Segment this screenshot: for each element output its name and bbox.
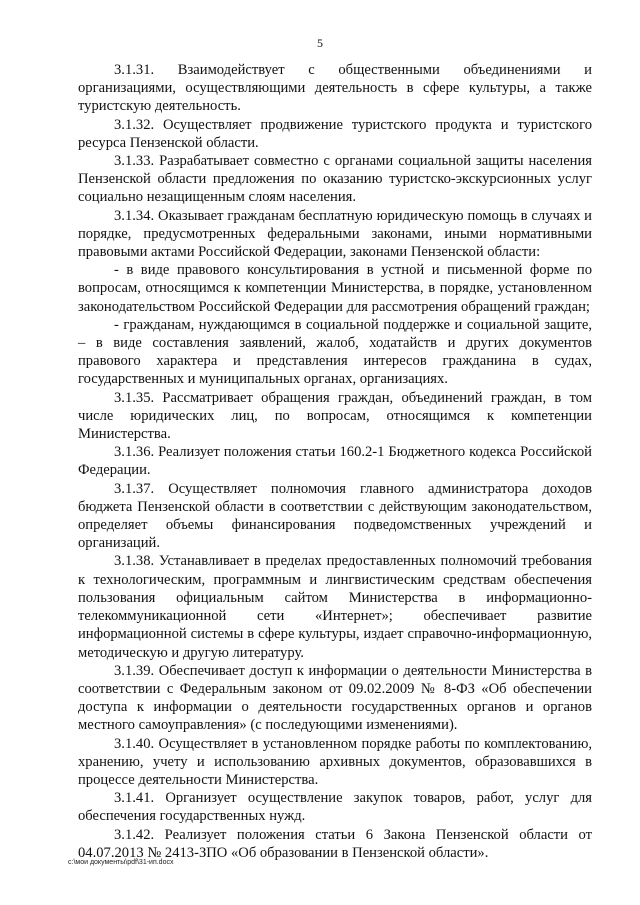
paragraph-social-support: - гражданам, нуждающимся в социальной поддержке и социальной защите, – в виде составления заявлений, жалоб, ходатайств и других документов правового характера и представления интересов гражданина в судах, государственных и муниципальных органах, организациях.: [78, 316, 592, 388]
paragraph-3-1-32: 3.1.32. Осуществляет продвижение туристского продукта и туристского ресурса Пензенской области.: [78, 116, 592, 151]
document-body: [78, 61, 592, 862]
paragraph-3-1-31: 3.1.31. Взаимодействует с общественными объединениями и организациями, осуществляющими деятельность в сфере культуры, а также туристскую деятельность.: [78, 62, 592, 115]
paragraph-3-1-36: 3.1.36. Реализует положения статьи 160.2-1 Бюджетного кодекса Российской Федерации.: [78, 444, 592, 479]
page-number: 5: [317, 36, 323, 50]
paragraph-3-1-42: 3.1.42. Реализует положения статьи 6 Закона Пензенской области от 04.07.2013 № 2413-ЗПО «Об образовании в Пензенской области».: [78, 826, 592, 861]
paragraph-3-1-39: 3.1.39. Обеспечивает доступ к информации о деятельности Министерства в соответствии с Федеральным законом от 09.02.2009 № 8-ФЗ «Об обеспечении доступа к информации о деятельности государственных органов и органов местного самоуправления» (с последующими изменениями).: [78, 662, 592, 734]
paragraph-legal-consulting: - в виде правового консультирования в устной и письменной форме по вопросам, относящимся к компетенции Министерства, в порядке, установленном законодательством Российской Федерации для рассмотрения обращений граждан;: [78, 262, 592, 315]
paragraph-3-1-40: 3.1.40. Осуществляет в установленном порядке работы по комплектованию, хранению, учету и использованию архивных документов, образовавшихся в процессе деятельности Министерства.: [78, 735, 592, 788]
paragraph-3-1-38: 3.1.38. Устанавливает в пределах предоставленных полномочий требования к технологическим, программным и лингвистическим средствам обеспечения пользования официальным сайтом Министерства в информационно-телекоммуникационной сети «Интернет»; обеспечивает развитие информационной системы в сфере культуры, издает справочно-информационную, методическую и другую литературу.: [78, 553, 592, 661]
paragraph-3-1-34: 3.1.34. Оказывает гражданам бесплатную юридическую помощь в случаях и порядке, предусмотренных федеральными законами, иными нормативными правовыми актами Российской Федерации, законами Пензенской области:: [78, 207, 592, 261]
paragraph-3-1-33: 3.1.33. Разрабатывает совместно с органами социальной защиты населения Пензенской области предложения по оказанию туристско-экскурсионных услуг социально незащищенным слоям населения.: [78, 153, 592, 206]
paragraph-3-1-37: 3.1.37. Осуществляет полномочия главного администратора доходов бюджета Пензенской области в соответствии с действующим законодательством, определяет объемы финансирования подведомственных учреждений и организаций.: [78, 480, 592, 552]
paragraph-3-1-41: 3.1.41. Организует осуществление закупок товаров, работ, услуг для обеспечения государственных нужд.: [78, 790, 592, 825]
file-path-footer: c:\мои документы\pdf\31-ип.docx: [68, 859, 174, 866]
paragraph-3-1-35: 3.1.35. Рассматривает обращения граждан, объединений граждан, в том числе юридических лиц, по вопросам, относящимся к компетенции Министерства.: [78, 389, 592, 443]
